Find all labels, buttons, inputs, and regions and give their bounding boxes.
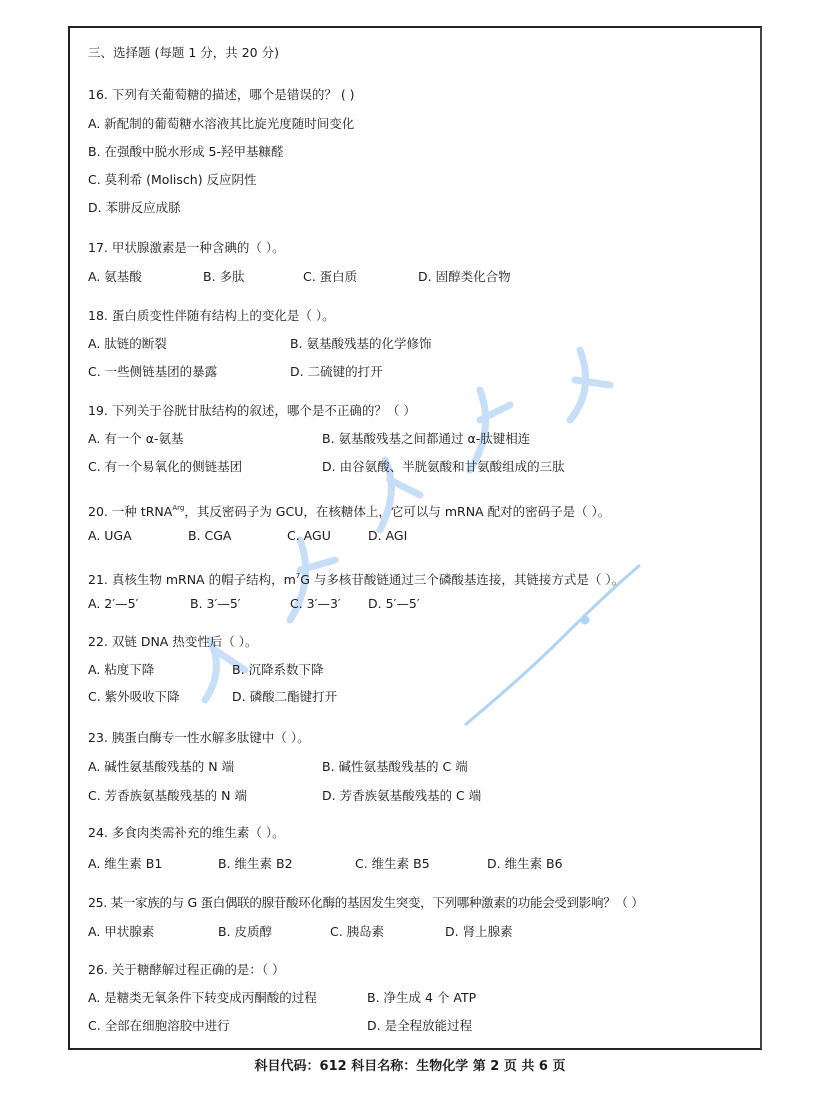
q20-stem-part1: 20. 一种 tRNA xyxy=(88,504,173,519)
question-23-stem: 23. 胰蛋白酶专一性水解多肽键中（ ）。 xyxy=(88,730,310,745)
q21-superscript: 7 xyxy=(295,572,301,580)
question-21-stem xyxy=(88,568,624,588)
q25-option-a: A. 甲状腺素 xyxy=(88,924,155,939)
q24-option-a: A. 维生素 B1 xyxy=(88,856,163,871)
q16-option-c: C. 莫利希 (Molisch) 反应阴性 xyxy=(88,172,257,187)
question-16-stem: 16. 下列有关葡萄糖的描述，哪个是错误的？ ( ) xyxy=(88,87,355,102)
question-18-stem: 18. 蛋白质变性伴随有结构上的变化是（ ）。 xyxy=(88,308,335,323)
q23-option-d: D. 芳香族氨基酸残基的 C 端 xyxy=(322,788,482,803)
q17-option-c: C. 蛋白质 xyxy=(303,269,358,284)
q17-option-b: B. 多肽 xyxy=(203,269,245,284)
q20-stem-part2: ，其反密码子为 GCU，在核糖体上，它可以与 mRNA 配对的密码子是（ ）。 xyxy=(184,504,611,519)
q22-option-a: A. 粘度下降 xyxy=(88,662,155,677)
q22-option-c: C. 紫外吸收下降 xyxy=(88,689,180,704)
q21-option-d: D. 5′—5′ xyxy=(368,596,420,611)
q20-option-b: B. CGA xyxy=(188,528,232,543)
q21-option-b: B. 3′—5′ xyxy=(190,596,241,611)
q16-option-d: D. 苯肼反应成脎 xyxy=(88,200,181,215)
q18-option-a: A. 肽链的断裂 xyxy=(88,336,167,351)
q21-stem-part1: 21. 真核生物 mRNA 的帽子结构，m xyxy=(88,572,296,587)
q17-option-d: D. 固醇类化合物 xyxy=(418,269,511,284)
q20-option-a: A. UGA xyxy=(88,528,132,543)
q16-option-a: A. 新配制的葡萄糖水溶液其比旋光度随时间变化 xyxy=(88,116,355,131)
q26-option-b: B. 净生成 4 个 ATP xyxy=(367,990,477,1005)
q20-superscript: Arg xyxy=(172,504,185,512)
question-24-stem: 24. 多食肉类需补充的维生素（ ）。 xyxy=(88,825,285,840)
q19-option-c: C. 有一个易氧化的侧链基团 xyxy=(88,459,243,474)
q18-option-b: B. 氨基酸残基的化学修饰 xyxy=(290,336,432,351)
q16-option-b: B. 在强酸中脱水形成 5-羟甲基糠醛 xyxy=(88,144,284,159)
q24-option-b: B. 维生素 B2 xyxy=(218,856,293,871)
q25-option-d: D. 肾上腺素 xyxy=(445,924,513,939)
q23-option-a: A. 碱性氨基酸残基的 N 端 xyxy=(88,759,235,774)
page-footer: 科目代码：612 科目名称：生物化学 第 2 页 共 6 页 xyxy=(254,1059,566,1074)
q18-option-c: C. 一些侧链基团的暴露 xyxy=(88,364,218,379)
question-19-stem: 19. 下列关于谷胱甘肽结构的叙述，哪个是不正确的？（ ） xyxy=(88,403,416,418)
q21-option-a: A. 2′—5′ xyxy=(88,596,139,611)
q18-option-d: D. 二硫键的打开 xyxy=(290,364,383,379)
q25-option-c: C. 胰岛素 xyxy=(330,924,385,939)
q21-option-c: C. 3′—3′ xyxy=(290,596,341,611)
q19-option-d: D. 由谷氨酸、半胱氨酸和甘氨酸组成的三肽 xyxy=(322,459,565,474)
q19-option-b: B. 氨基酸残基之间都通过 α-肽键相连 xyxy=(322,431,531,446)
q26-option-d: D. 是全程放能过程 xyxy=(367,1018,473,1033)
section-title: 三、选择题 (每题 1 分，共 20 分) xyxy=(88,45,279,60)
q20-option-c: C. AGU xyxy=(287,528,331,543)
question-26-stem: 26. 关于糖酵解过程正确的是：（ ） xyxy=(88,962,285,977)
q26-option-c: C. 全部在细胞溶胶中进行 xyxy=(88,1018,230,1033)
q20-option-d: D. AGI xyxy=(368,528,408,543)
q23-option-c: C. 芳香族氨基酸残基的 N 端 xyxy=(88,788,247,803)
question-20-stem xyxy=(88,500,610,520)
q24-option-c: C. 维生素 B5 xyxy=(355,856,430,871)
question-22-stem: 22. 双链 DNA 热变性后（ ）。 xyxy=(88,634,258,649)
question-17-stem: 17. 甲状腺激素是一种含碘的（ ）。 xyxy=(88,240,285,255)
question-25-stem: 25. 某一家族的与 G 蛋白偶联的腺苷酸环化酶的基因发生突变，下列哪种激素的功能会受到影响？（ ） xyxy=(88,895,644,910)
q26-option-a: A. 是糖类无氧条件下转变成丙酮酸的过程 xyxy=(88,990,317,1005)
q22-option-b: B. 沉降系数下降 xyxy=(232,662,324,677)
q17-option-a: A. 氨基酸 xyxy=(88,269,142,284)
q21-stem-part2: G 与多核苷酸链通过三个磷酸基连接，其链接方式是（ ）。 xyxy=(300,572,625,587)
q24-option-d: D. 维生素 B6 xyxy=(487,856,563,871)
q23-option-b: B. 碱性氨基酸残基的 C 端 xyxy=(322,759,468,774)
q25-option-b: B. 皮质醇 xyxy=(218,924,273,939)
q19-option-a: A. 有一个 α-氨基 xyxy=(88,431,184,446)
q22-option-d: D. 磷酸二酯键打开 xyxy=(232,689,338,704)
